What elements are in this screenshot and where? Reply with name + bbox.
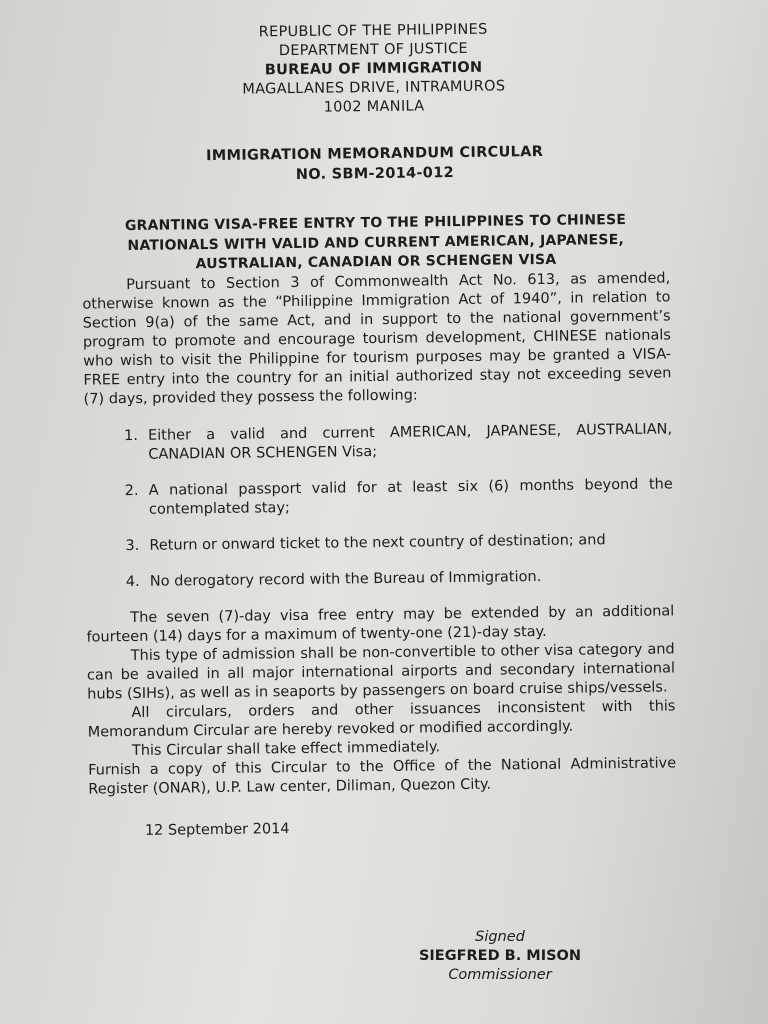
list-item-number: 1. [123,427,139,444]
memorandum-sheet [79,18,677,839]
letterhead [79,18,668,120]
list-item [125,475,673,520]
list-item-text: No derogatory record with the Bureau of Immigration. [149,568,542,590]
requirements-list [84,420,674,592]
revocation-paragraph: All circulars, orders and other issuances inconsistent with this Memorandum Circular are hereby revoked or modified accordingly. [87,697,676,741]
list-item-text: Either a valid and current AMERICAN, JAPANESE, AUSTRALIAN, CANADIAN OR SCHENGEN Visa; [147,420,673,463]
list-item [126,566,674,592]
furnish-paragraph: Furnish a copy of this Circular to the Office of the National Administrative Register (ONAR), U.P. Law center, Diliman, Quezon City. [88,754,677,798]
letterhead-address: MAGALLANES DRIVE, INTRAMUROS [242,78,506,98]
circular-title: IMMIGRATION MEMORANDUM CIRCULAR [206,143,544,165]
effectivity-paragraph: This Circular shall take effect immediately. [131,738,441,759]
extension-paragraph: The seven (7)-day visa free entry may be extended by an additional fourteen (14) days for a maximum of twenty-one (21)-day stay. [86,602,675,646]
subject-heading: GRANTING VISA-FREE ENTRY TO THE PHILIPPINES TO CHINESE NATIONALS WITH VALID AND CURRENT AMERICAN, JAPANESE, AUSTRALIAN, CANADIAN OR SCHENGEN VISA [124,211,627,273]
list-item-number: 3. [125,537,140,554]
signature-block [410,928,590,985]
issue-date: 12 September 2014 [144,820,290,839]
list-item [125,530,673,556]
letterhead-bureau: BUREAU OF IMMIGRATION [264,59,483,79]
letterhead-city: 1002 MANILA [323,98,425,116]
list-item-text: A national passport valid for at least six (6) months beyond the contemplated stay; [148,475,673,518]
signatory-title: Commissioner [448,967,552,983]
letterhead-republic: REPUBLIC OF THE PHILIPPINES [258,21,488,41]
letterhead-department: DEPARTMENT OF JUSTICE [278,40,469,60]
signed-label: Signed [475,929,525,945]
list-item-text: Return or onward ticket to the next country of destination; and [149,531,606,554]
list-item-number: 4. [125,573,140,590]
signatory-name: SIEGFRED B. MISON [418,948,582,964]
list-item [124,420,672,465]
admission-paragraph: This type of admission shall be non-convertible to other visa category and can be availed in all major international airports and secondary international hubs (SIHs), as well as in seaports by passengers on board cruise ships/vessels. [86,640,676,703]
list-item-number: 2. [124,482,139,499]
circular-heading [81,140,669,187]
circular-number: NO. SBM-2014-012 [295,165,455,183]
intro-paragraph: Pursuant to Section 3 of Commonwealth Act No. 613, as amended, otherwise known as the “Philippine Immigration Act of 1940”, in relation to Section 9(a) of the same Act, and in support to the national government’s program to promote and encourage tourism development, CHINESE nationals who wish to visit the Philippine for tourism purposes may be granted a VISA-FREE entry into the country for an initial authorized stay not exceeding seven (7) days, provided they possess the following: [82,269,672,408]
